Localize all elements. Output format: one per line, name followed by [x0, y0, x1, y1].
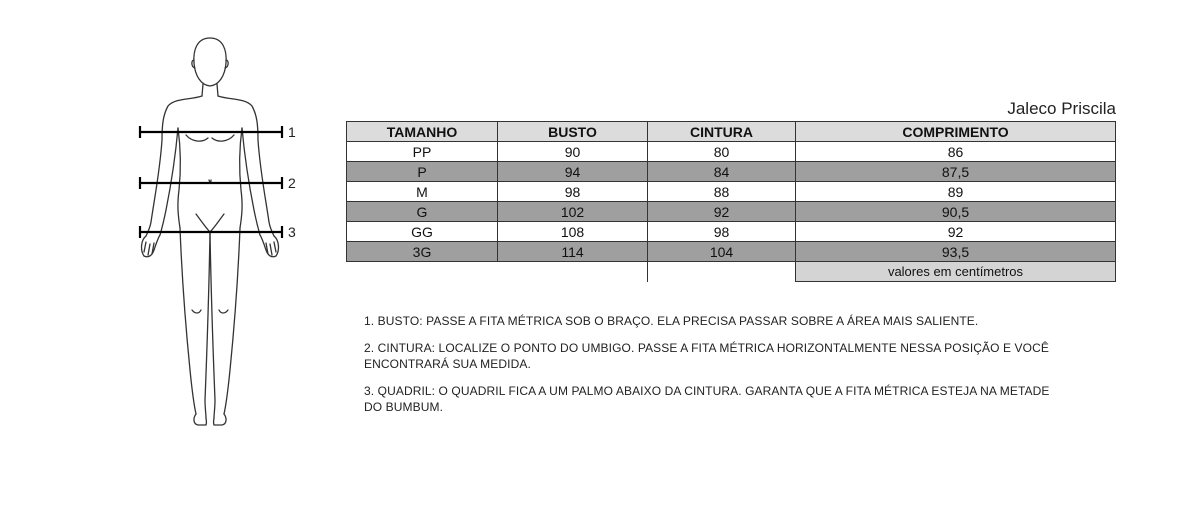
table-header-row [347, 122, 1116, 142]
size-cell: GG [347, 222, 498, 242]
body-measurement-figure [130, 30, 310, 430]
table-row [347, 162, 1116, 182]
bust-cell: 102 [498, 202, 648, 222]
waist-cell: 92 [648, 202, 796, 222]
table-row [347, 222, 1116, 242]
table-row [347, 242, 1116, 262]
measure-label-2: 2 [288, 175, 296, 191]
size-cell: 3G [347, 242, 498, 262]
size-cell: M [347, 182, 498, 202]
table-row [347, 182, 1116, 202]
header-length: COMPRIMENTO [796, 122, 1116, 142]
bust-cell: 108 [498, 222, 648, 242]
waist-cell: 84 [648, 162, 796, 182]
product-title: Jaleco Priscila [1007, 99, 1116, 118]
table-row [347, 202, 1116, 222]
length-cell: 92 [796, 222, 1116, 242]
bust-cell: 90 [498, 142, 648, 162]
length-cell: 89 [796, 182, 1116, 202]
length-cell: 90,5 [796, 202, 1116, 222]
size-cell: G [347, 202, 498, 222]
size-cell: P [347, 162, 498, 182]
waist-cell: 88 [648, 182, 796, 202]
measure-label-3: 3 [288, 224, 296, 240]
table-row [347, 142, 1116, 162]
unit-note: valores em centímetros [796, 262, 1116, 282]
size-table [346, 121, 1116, 282]
bust-cell: 114 [498, 242, 648, 262]
measurement-instructions [364, 313, 1064, 426]
bust-cell: 98 [498, 182, 648, 202]
measure-label-1: 1 [288, 124, 296, 140]
instruction-waist: 2. CINTURA: LOCALIZE O PONTO DO UMBIGO. PASSE A FITA MÉTRICA HORIZONTALMENTE NESSA POSIÇÃO E VOCÊ ENCONTRARÁ SUA MEDIDA. [364, 341, 1049, 371]
bust-cell: 94 [498, 162, 648, 182]
header-waist: CINTURA [648, 122, 796, 142]
unit-row [347, 262, 1116, 282]
waist-cell: 80 [648, 142, 796, 162]
waist-cell: 98 [648, 222, 796, 242]
length-cell: 93,5 [796, 242, 1116, 262]
header-size: TAMANHO [347, 122, 498, 142]
length-cell: 86 [796, 142, 1116, 162]
waist-cell: 104 [648, 242, 796, 262]
length-cell: 87,5 [796, 162, 1116, 182]
instruction-hip: 3. QUADRIL: O QUADRIL FICA A UM PALMO ABAIXO DA CINTURA. GARANTA QUE A FITA MÉTRICA ESTEJA NA METADE DO BUMBUM. [364, 384, 1050, 414]
header-bust: BUSTO [498, 122, 648, 142]
instruction-bust: 1. BUSTO: PASSE A FITA MÉTRICA SOB O BRAÇO. ELA PRECISA PASSAR SOBRE A ÁREA MAIS SALIENTE. [364, 314, 979, 328]
size-cell: PP [347, 142, 498, 162]
